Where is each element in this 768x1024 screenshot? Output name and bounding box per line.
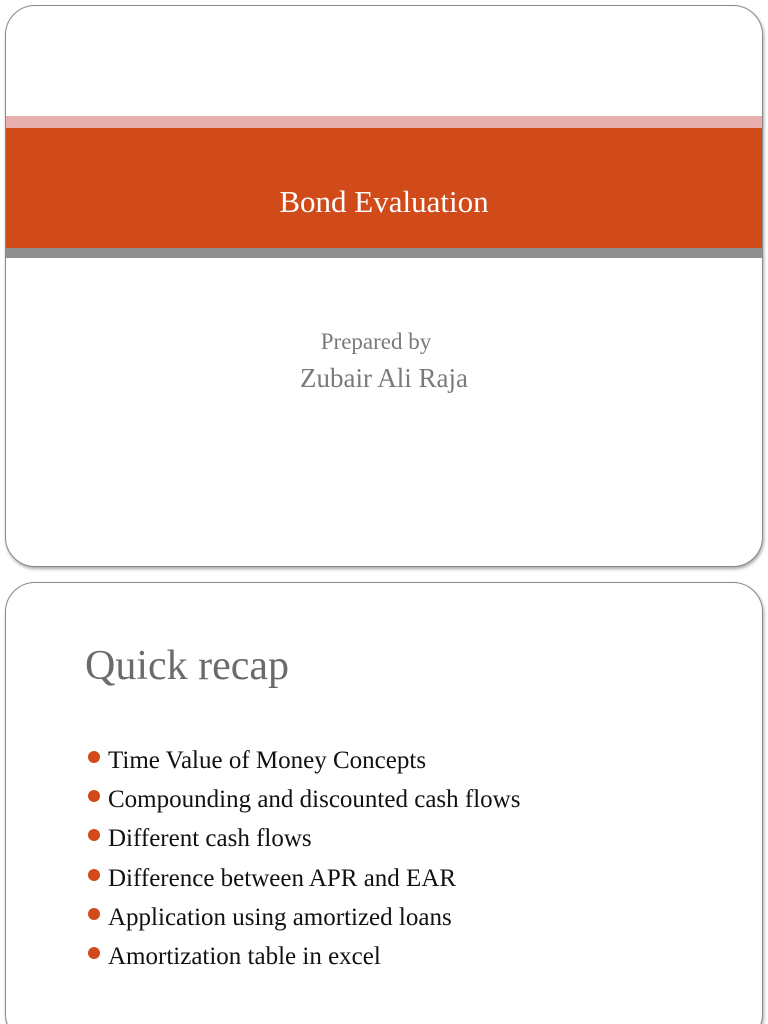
bullet-icon [88,908,100,920]
bullet-text: Application using amortized loans [108,903,452,931]
bullet-text: Time Value of Money Concepts [108,747,427,774]
title-band-highlight [6,116,762,128]
title-slide [5,5,763,567]
bullet-text: Compounding and discounted cash flows [108,786,521,814]
author-name: Zubair Ali Raja [300,363,468,393]
recap-slide [5,582,763,1024]
bullet-text: Different cash flows [108,825,312,853]
recap-title: Quick recap [85,643,290,689]
slide-title: Bond Evaluation [279,184,489,219]
bullet-text: Amortization table in excel [108,942,381,970]
bullet-item [88,741,520,780]
bullet-icon [88,829,100,841]
prepared-by-label: Prepared by [320,329,432,354]
bullet-icon [88,869,100,881]
bullet-item [88,859,520,898]
bullet-list [88,741,520,976]
title-band-shadow [6,248,762,258]
bullet-text: Difference between APR and EAR [108,864,457,892]
bullet-item [88,819,520,858]
bullet-item [88,780,520,819]
bullet-icon [88,751,100,763]
bullet-item [88,898,520,937]
bullet-icon [88,790,100,802]
bullet-item [88,937,520,976]
bullet-icon [88,947,100,959]
